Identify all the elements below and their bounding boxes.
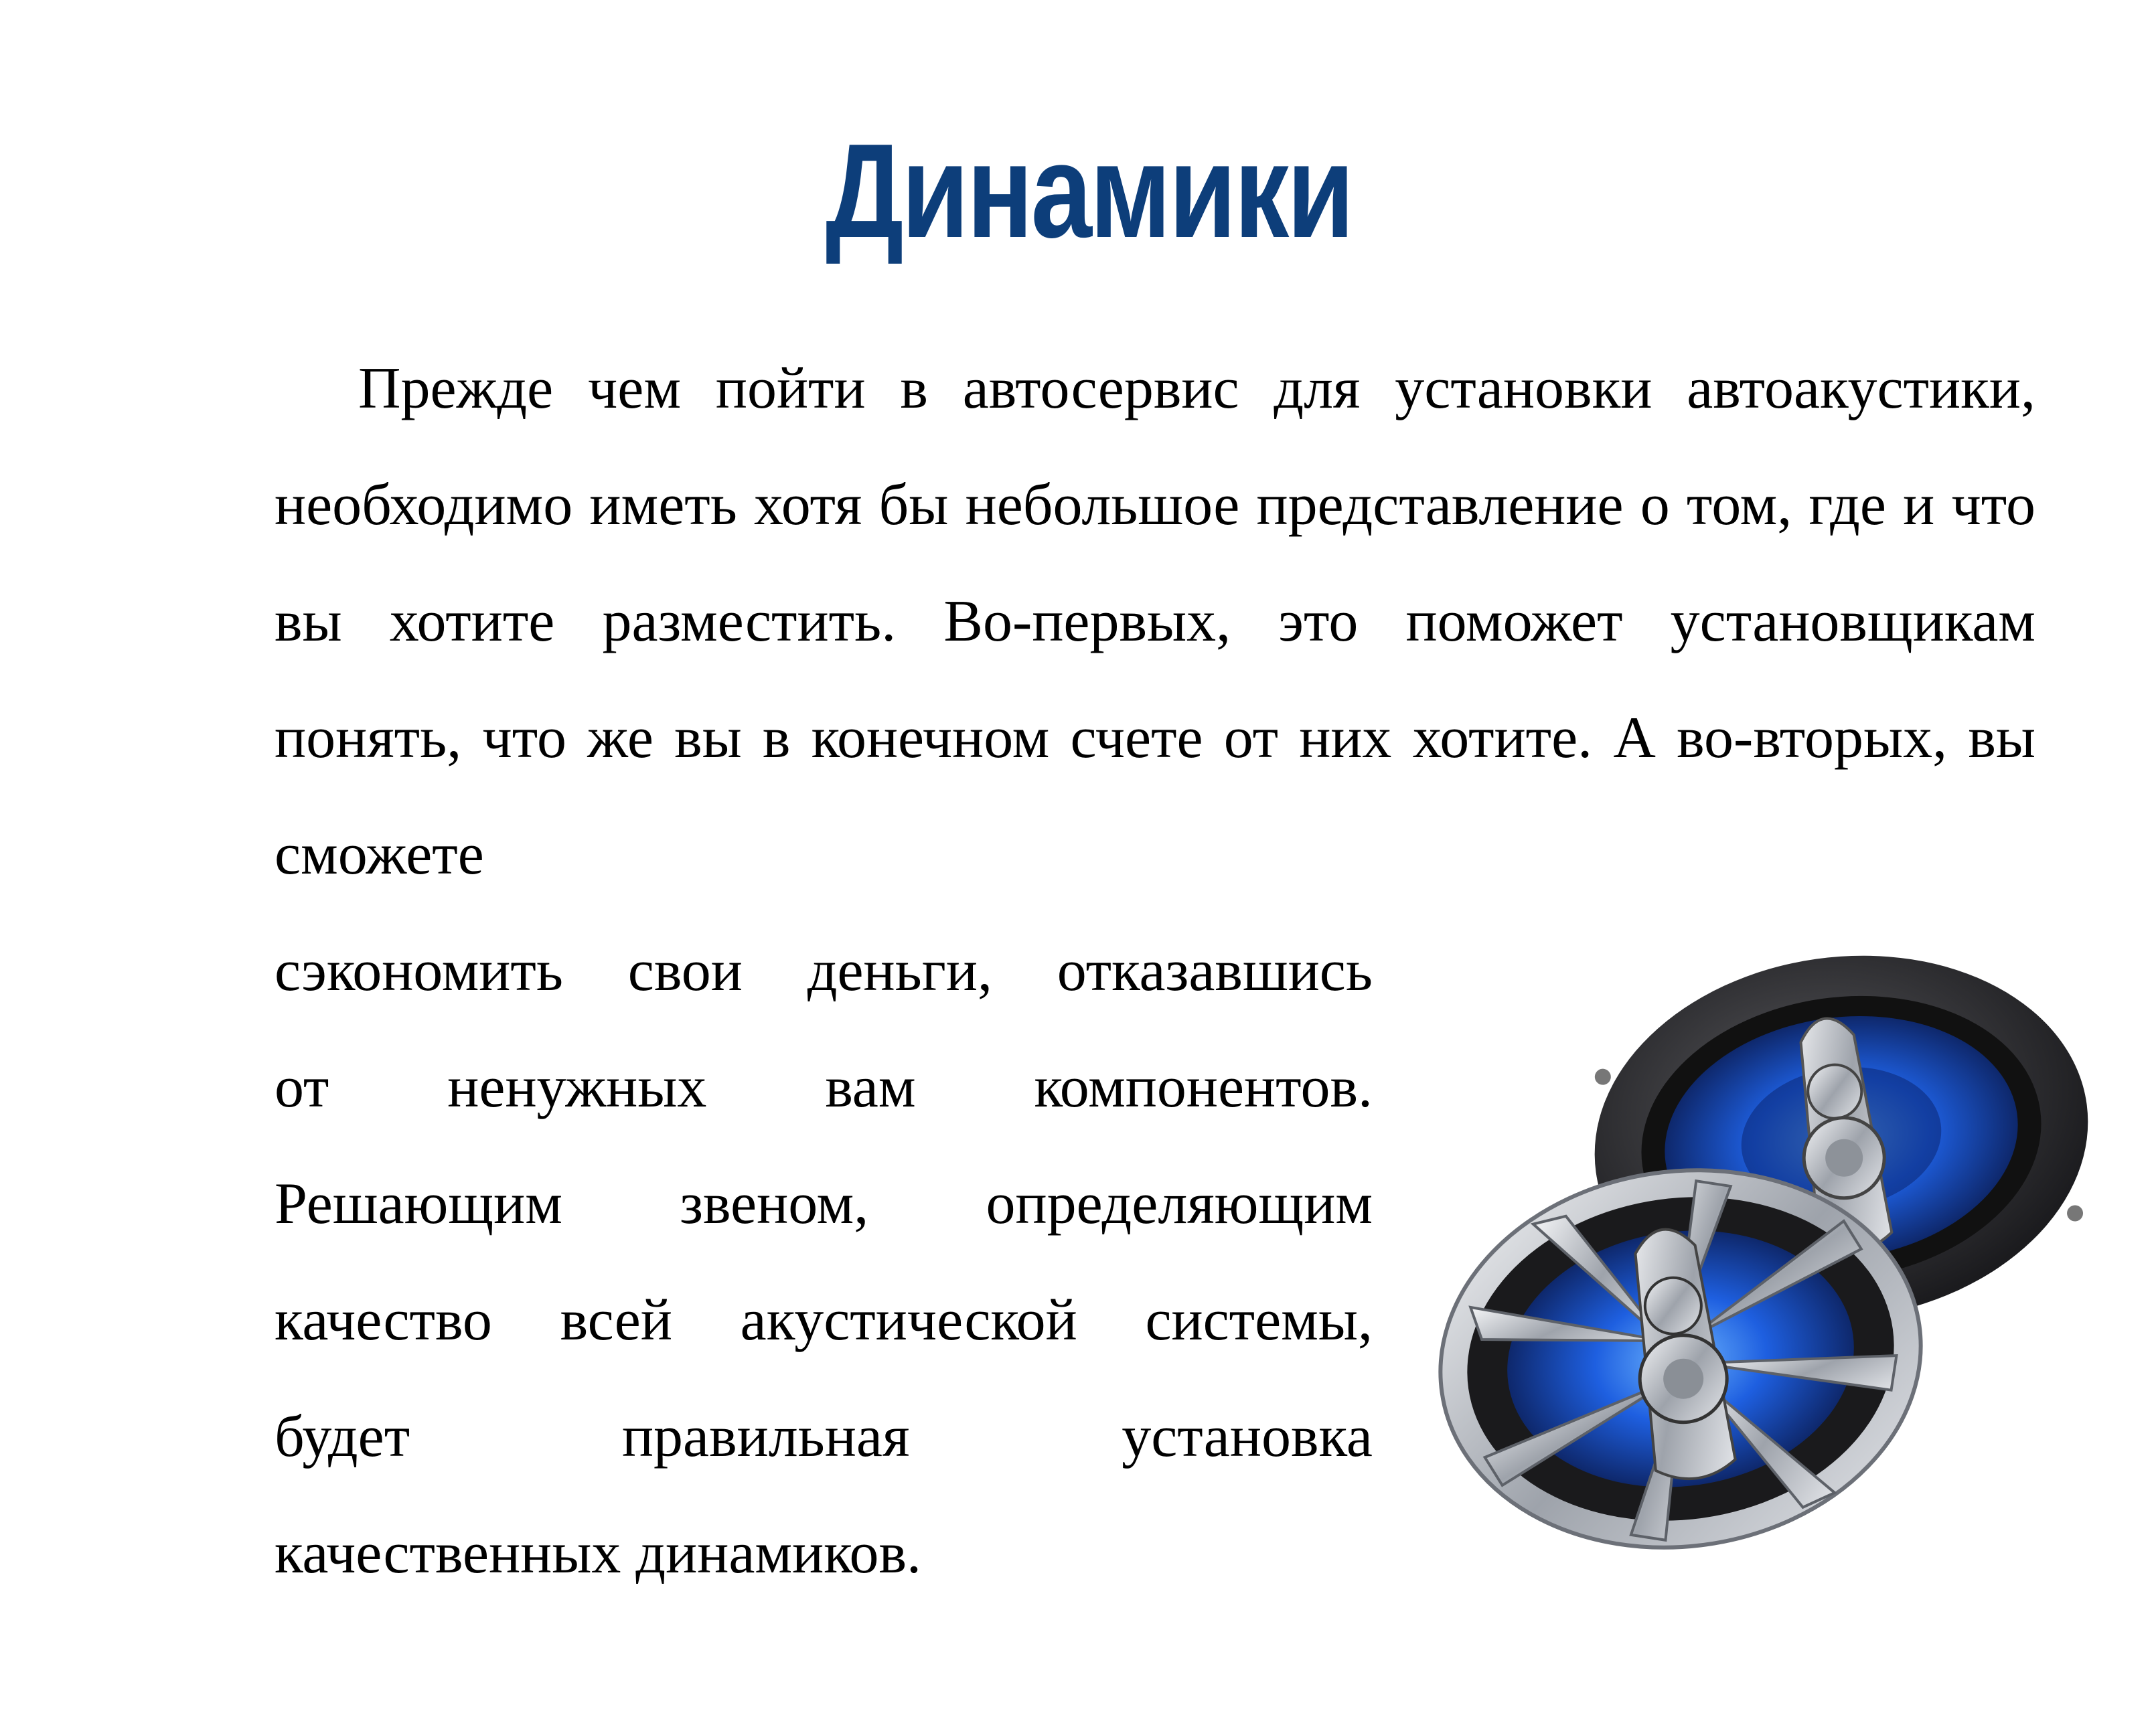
wrap-line: качественных динамиков. [275,1521,922,1586]
wrap-line: качество всей акустической системы, [275,1288,1373,1353]
page-title: Динамики [825,116,1353,266]
paragraph-main: Прежде чем пойти в автосервис для установки автоакустики, необходимо иметь хотя бы небольшое представление о том, где и что вы хотите разместить. Во-первых, это поможет установщикам понять, что же вы в конечном счете от них хотите. А во-вторых, вы сможете [275,356,2035,887]
wrap-line: Решающим звеном, определяющим [275,1171,1373,1236]
car-speakers-image [1426,937,2109,1573]
wrap-line: будет правильная установка [275,1404,1373,1469]
wrap-line: сэкономить свои деньги, отказавшись [275,938,1373,1003]
wrap-line: от ненужных вам компонентов. [275,1055,1373,1120]
paragraph-wrapped [275,913,1373,1612]
